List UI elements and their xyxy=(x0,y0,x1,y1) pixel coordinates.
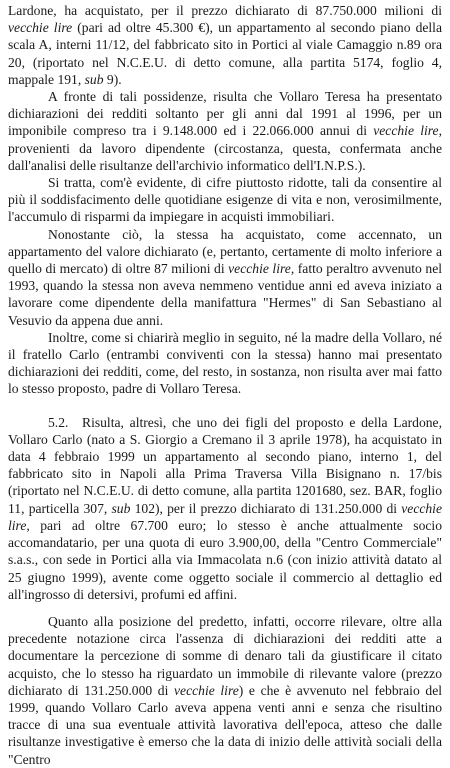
text-run: , provenienti da lavoro dipendente (circostanza, questa, confermata anche dall'analisi delle risultanze dell'archivio informatico dell'I.N.P.S.). xyxy=(8,123,442,173)
paragraph-1 xyxy=(8,2,442,88)
paragraph-2 xyxy=(8,88,442,174)
text-run: , fatto peraltro avvenuto nel 1993, quando la stessa non aveva nemmeno ventidue anni ed aveva iniziato a lavorare come dipendente della manifattura "Hermes" di San Sebastiano al Vesuvio da appena due anni. xyxy=(8,261,443,328)
text-run: Inoltre, come si chiarirà meglio in seguito, né la madre della Vollaro, né il fratello Carlo (entrambi conviventi con la stessa) hanno mai presentato dichiarazioni dei redditi, come, del resto, in sostanza, non risulta aver mai fatto lo stesso proposto, padre di Vollaro Teresa. xyxy=(8,329,442,397)
text-run: Quanto alla posizione del predetto, infatti, occorre rilevare, oltre alla precedente notazione circa l'assenza di dichiarazioni dei redditi atte a documentare la percezione di somme di denaro tali da giustificare il citato acquisto, che lo stesso ha riguardato un immobile di rilevante valore (prezzo dichiarato di 131.250.000 di xyxy=(8,613,442,698)
paragraph-4 xyxy=(8,226,442,329)
paragraph-5 xyxy=(8,329,442,398)
text-run: A fronte di tali possidenze, risulta che Vollaro Teresa ha presentato dichiarazioni dei redditi soltanto per gli anni dal 1991 al 1996, per un imponibile compreso tra i 9.148.000 ed i 22.066.000 annui di xyxy=(8,89,442,139)
text-run: , pari ad oltre 67.700 euro; lo stesso è anche attualmente socio accomandatario, per una quota di euro 3.900,00, della "Centro Commerciale" s.a.s., con sede in Portici alla via Immacolata n.6 (con inizio attività datato al 25 giugno 1999), avente come oggetto sociale il commercio al dettaglio ed all'ingrosso di detersivi, profumi ed affini. xyxy=(8,517,442,602)
italic-text: vecchie lire xyxy=(8,20,73,36)
text-run: Lardone, ha acquistato, per il prezzo dichiarato di 87.750.000 milioni di xyxy=(8,3,442,18)
paragraph-3 xyxy=(8,174,442,226)
section-number: 5.2. xyxy=(48,414,69,430)
text-run: Nonostante ciò, la stessa ha acquistato, come accennato, un appartamento del valore dichiarato (e, pertanto, certamente di molto inferiore a quello di mercato) di oltre 87 milioni di xyxy=(8,226,442,277)
italic-text: sub xyxy=(111,500,131,516)
text-run: Si tratta, com'è evidente, di cifre piuttosto ridotte, tali da consentire al più il soddisfacimento delle quotidiane esigenze di vita e non, verosimilmente, l'accumulo di risparmi da impiegare in acquisti immobiliari. xyxy=(8,175,442,225)
paragraph-5-2 xyxy=(8,414,442,603)
text-run: (pari ad oltre 45.300 €), un appartamento al secondo piano della scala A, interni 11/12, del fabbricato sito in Portici al viale Camaggio n.89 ora 20, (riportato nel N.C.E.U. di detto comune, alla partita 5174, foglio 4, mappale 191, xyxy=(8,20,442,87)
text-run: Risulta, altresì, che uno dei figli del proposto e della Lardone, Vollaro Carlo (nato a S. Giorgio a Cremano il 3 aprile 1978), ha acquistato in data 4 febbraio 1999 un appartamento al secondo piano, interno 1, del fabbricato sito in Napoli alla Prima Traversa Villa Bisignano n. 17/bis (riportato nel N.C.E.U. di detto comune, alla partita 1201680, sez. BAR, foglio 11, particella 307, xyxy=(8,414,442,516)
italic-text: sub xyxy=(84,71,104,87)
italic-text: vecchie lire xyxy=(8,500,442,533)
paragraph-7 xyxy=(8,613,442,768)
italic-text: vecchie lire xyxy=(174,682,239,698)
text-run: 9). xyxy=(103,71,122,87)
italic-text: vecchie lire xyxy=(373,123,439,139)
text-run: 102), per il prezzo dichiarato di 131.250.000 di xyxy=(130,500,402,516)
text-run: ) e che è avvenuto nel febbraio del 1999, quando Vollaro Carlo aveva appena venti anni e senza che risultino tracce di una sua eventuale attività lavorativa dell'epoca, atteso che dalle risultanze investigative è emerso che la data di inizio delle attività sociali della "Centro xyxy=(8,682,443,767)
italic-text: vecchie lire xyxy=(228,261,291,277)
